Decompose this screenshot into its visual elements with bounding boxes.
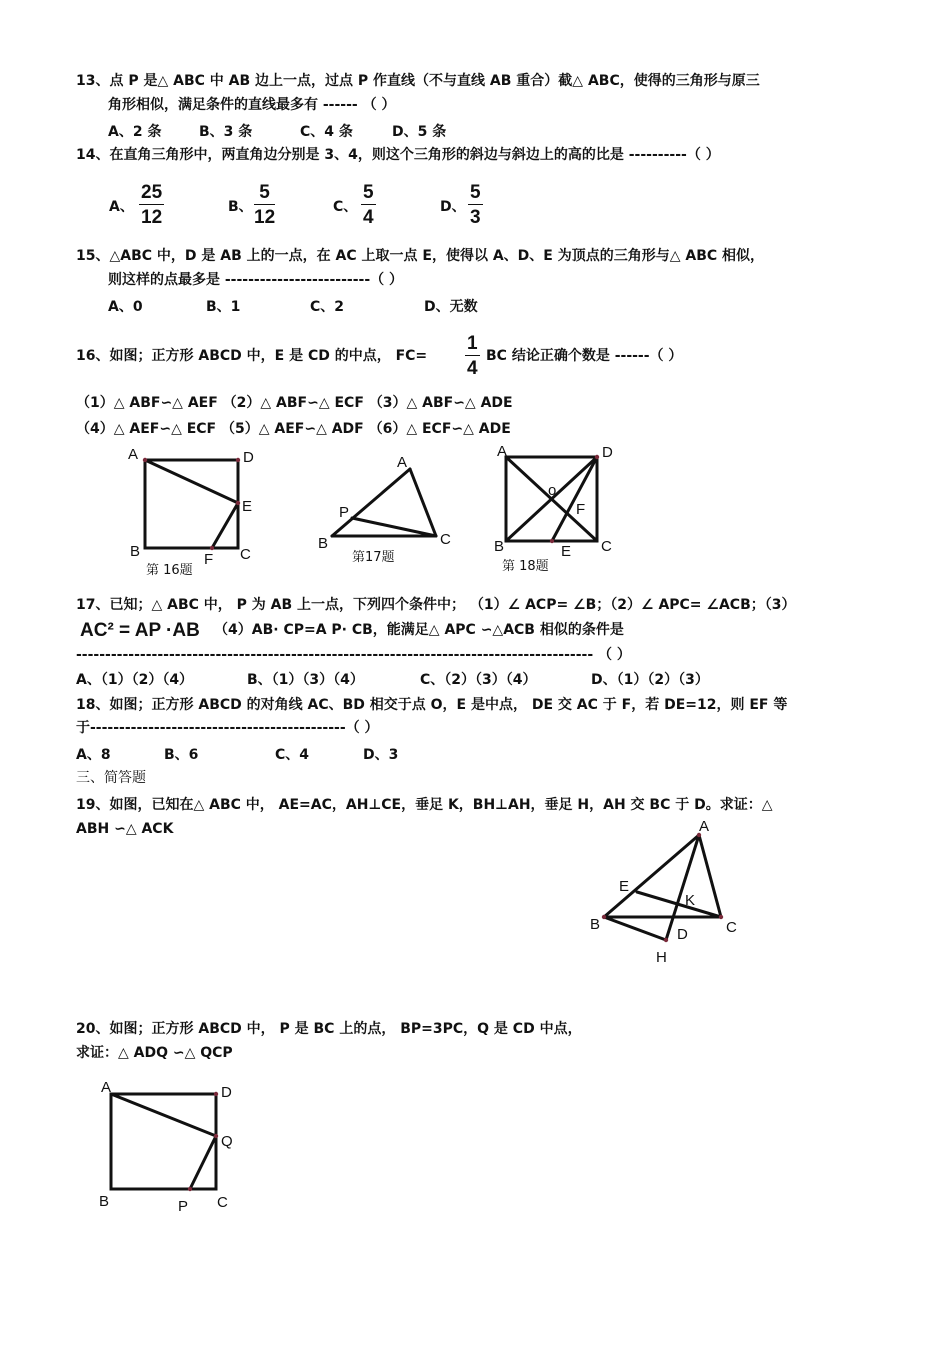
q17-answer-line: ----------------------------------------------------------------------------------------- （ ） [76,647,631,663]
q13-line2: 角形相似，满足条件的直线最多有 ------ （ ） [108,97,396,113]
fig17-label-p: P [339,504,350,521]
q18-option-c: C、4 [275,747,310,763]
fig18-label-f: F [576,501,586,518]
fraction-numerator: 5 [254,183,275,205]
q17-option-c: C、（2）（3）（4） [420,672,537,688]
fig20-square [111,1094,216,1189]
point [188,1187,192,1191]
fig17-line-ab [332,469,410,536]
fig18-label-c: C [601,538,612,555]
q17-option-d: D、（1）（2）（3） [591,672,709,688]
q14-option-b-label: B、 [228,199,253,215]
fig17-line-pc [352,518,436,536]
fraction-denominator: 4 [363,207,374,228]
q16-conclusions-row1: （1）△ ABF∽△ AEF （2）△ ABF∽△ ECF （3）△ ABF∽△ ADE [76,395,513,411]
q20-line1: 20、如图；正方形 ABCD 中， P 是 BC 上的点， BP=3PC，Q 是 CD 中点， [76,1021,582,1037]
q20-line2: 求证：△ ADQ ∽△ QCP [76,1045,233,1061]
fig17-label-c: C [440,531,451,548]
fig17-label-b: B [318,535,329,552]
fig16-label-e: E [242,498,253,515]
fig18-caption: 第 18题 [502,559,549,574]
point [143,458,147,462]
fig18-label-o: o [548,482,557,499]
q18-option-b: B、6 [164,747,199,763]
fig17-caption: 第17题 [352,550,395,565]
fig16-label-d: D [243,449,254,466]
q14-option-a-label: A、 [109,199,134,215]
fig19-line-ac [699,835,721,917]
fig16-label-b: B [130,543,141,560]
q14-option-c-label: C、 [333,199,358,215]
fig20-label-p: P [178,1198,189,1215]
fig16-label-f: F [204,551,214,568]
point [210,546,214,550]
q16-stem-b: BC 结论正确个数是 ------（ ） [486,348,683,364]
point [214,1134,218,1138]
fraction-denominator: 12 [254,207,276,228]
q19-line2: ABH ∽△ ACK [76,821,174,837]
fig18-label-e: E [561,543,572,560]
fig16-label-a: A [128,446,139,463]
fig20-label-c: C [217,1194,228,1211]
point [550,539,554,543]
q17-option-b: B、（1）（3）（4） [247,672,364,688]
fig20-line-aq [111,1094,216,1136]
q15-option-a: A、0 [108,299,143,315]
fig19-label-d: D [677,926,688,943]
q17-option-a: A、（1）（2）（4） [76,672,194,688]
q17-line1: 17、已知；△ ABC 中， P 为 AB 上一点，下列四个条件中； （1）∠ ACP= ∠B；（2）∠ APC= ∠ACB；（3） [76,597,796,613]
fig20-label-b: B [99,1193,110,1210]
q15-option-c: C、2 [310,299,345,315]
q15-option-d: D、无数 [424,299,478,315]
q18-line2: 于--------------------------------------------（ ） [76,720,379,736]
fraction-numerator: 5 [363,182,374,203]
fig16-line-ae [145,460,238,503]
fig18-label-b: B [494,538,505,555]
q17-line2: （4）AB· CP=A P· CB，能满足△ APC ∽△ACB 相似的条件是 [214,622,624,638]
fig19-line-bh [604,917,666,940]
q14-option-d-label: D、 [440,199,466,215]
q18-line1: 18、如图；正方形 ABCD 的对角线 AC、BD 相交于点 O，E 是中点， DE 交 AC 于 F，若 DE=12，则 EF 等 [76,697,788,713]
q18-option-d: D、3 [363,747,399,763]
figure-17 [318,454,451,565]
fig19-label-b: B [590,916,601,933]
fraction-numerator: 1 [467,333,478,354]
point [595,455,599,459]
fig16-square [145,460,238,548]
q16-stem-a: 16、如图；正方形 ABCD 中，E 是 CD 的中点， FC= [76,348,428,364]
fig17-line-ac [410,469,436,536]
fig17-label-a: A [397,454,408,471]
fig20-label-q: Q [221,1133,233,1150]
fig18-label-d: D [602,444,613,461]
fraction-numerator: 5 [470,182,481,203]
figure-16 [128,446,254,578]
point [236,501,240,505]
q18-option-a: A、8 [76,747,111,763]
q13-option-b: B、3 条 [199,124,253,140]
q19-line1: 19、如图，已知在△ ABC 中， AE=AC，AH⊥CE，垂足 K，BH⊥AH，垂足 H，AH 交 BC 于 D。求证：△ [76,797,773,813]
fig19-label-k: K [685,892,696,909]
q13-line1: 13、点 P 是△ ABC 中 AB 边上一点，过点 P 作直线（不与直线 AB 重合）截△ ABC，使得的三角形与原三 [76,73,760,89]
fig20-label-d: D [221,1084,232,1101]
q13-option-d: D、5 条 [392,124,447,140]
q15-line2: 则这样的点最多是 -------------------------（ ） [108,272,404,288]
fraction-denominator: 12 [141,207,163,228]
fig19-label-c: C [726,919,737,936]
figure-18 [494,443,613,574]
figure-19 [590,818,737,966]
fig20-label-a: A [101,1079,112,1096]
point [719,915,723,919]
fig16-line-ef [212,503,238,548]
point [602,915,606,919]
fig18-label-a: A [497,443,508,460]
q16-conclusions-row2: （4）△ AEF∽△ ECF （5）△ AEF∽△ ADF （6）△ ECF∽△ ADE [76,421,511,437]
fig19-label-e: E [619,878,630,895]
fig19-label-a: A [699,818,710,835]
fraction-numerator: 25 [141,182,163,203]
fraction-denominator: 4 [467,358,478,379]
point [214,1092,218,1096]
fig16-caption: 第 16题 [146,563,193,578]
section-heading: 三、简答题 [76,770,146,786]
q17-formula: AC² = AP ·AB [80,620,200,641]
q15-option-b: B、1 [206,299,241,315]
fig20-line-qp [190,1136,216,1189]
fig16-label-c: C [240,546,251,563]
figure-20 [99,1079,233,1215]
fig19-label-h: H [656,949,667,966]
q13-option-c: C、4 条 [300,124,353,140]
point [664,938,668,942]
q14-stem: 14、在直角三角形中，两直角边分别是 3、4，则这个三角形的斜边与斜边上的高的比是 ----------（ ） [76,147,720,163]
point [236,458,240,462]
q15-line1: 15、△ABC 中，D 是 AB 上的一点，在 AC 上取一点 E，使得以 A、D、E 为顶点的三角形与△ ABC 相似， [76,248,765,264]
fraction-denominator: 3 [470,207,481,228]
q13-option-a: A、2 条 [108,124,162,140]
fig18-line-de [552,457,597,541]
